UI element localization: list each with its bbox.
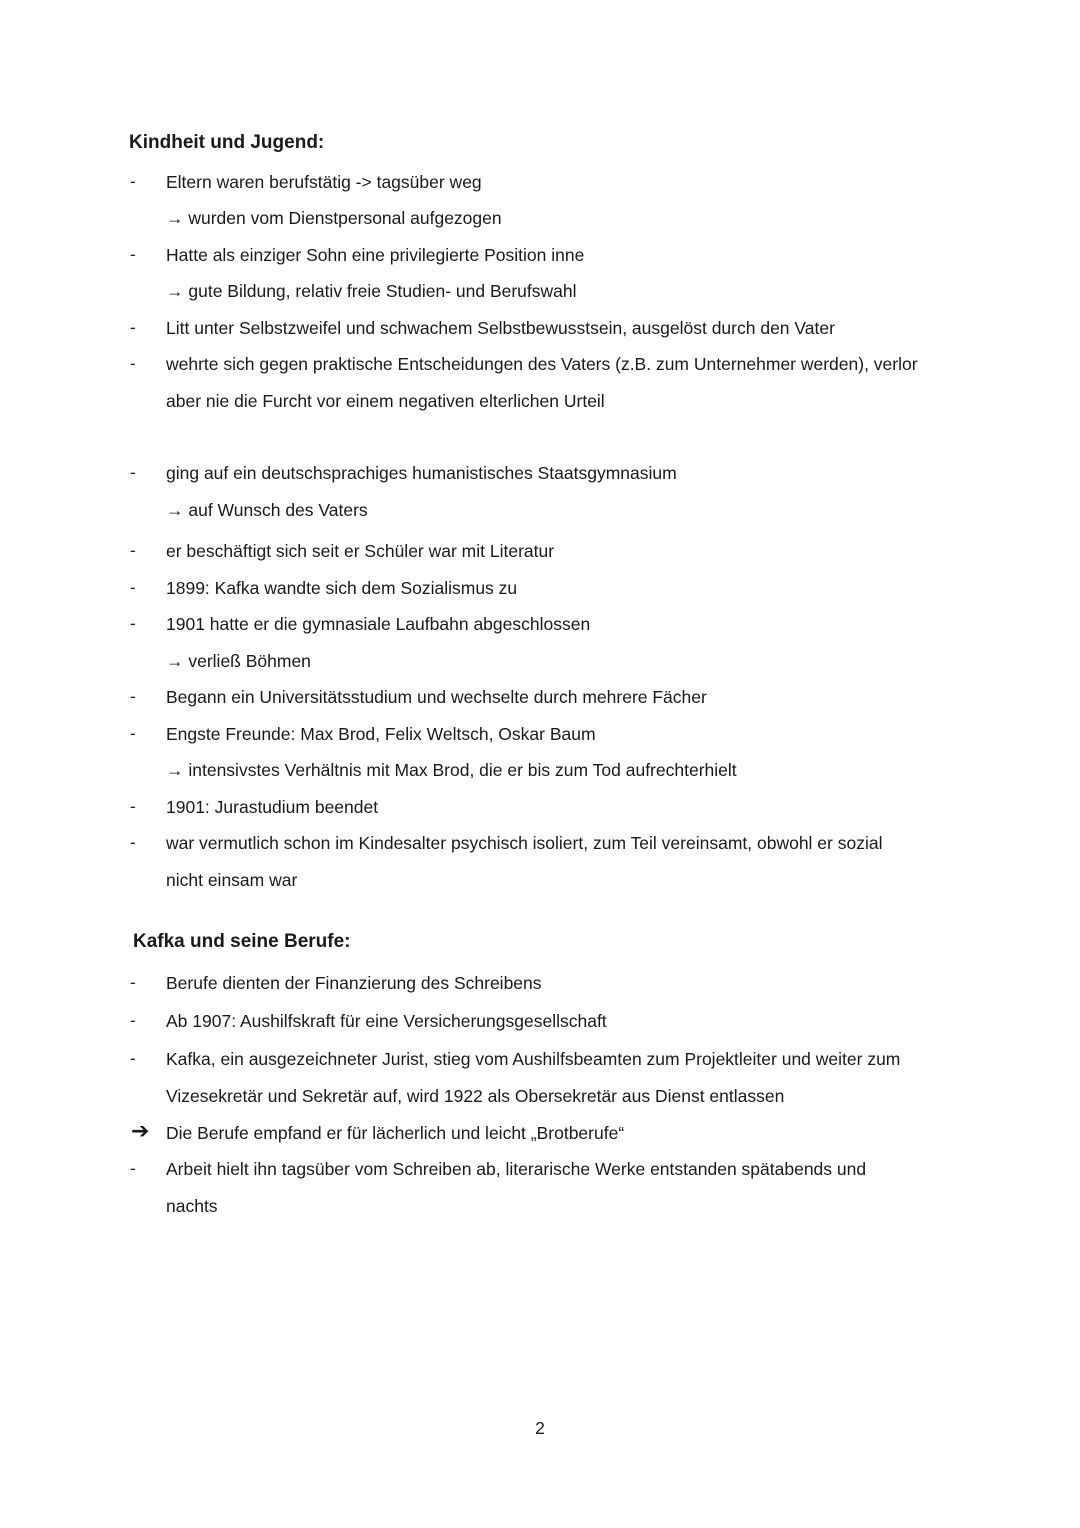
list-item-text: Die Berufe empfand er für lächerlich und leicht „Brotberufe“ bbox=[166, 1123, 625, 1143]
list-item-text: Kafka, ein ausgezeichneter Jurist, stieg vom Aushilfsbeamten zum Projektleiter und weiter zum bbox=[166, 1049, 901, 1069]
list-bullet: - bbox=[130, 687, 136, 706]
list-item-text: Arbeit hielt ihn tagsüber vom Schreiben ab, literarische Werke entstanden spätabends und bbox=[166, 1159, 867, 1179]
list-bullet: - bbox=[130, 578, 136, 597]
page-number: 2 bbox=[535, 1418, 545, 1438]
list-item-text: Engste Freunde: Max Brod, Felix Weltsch, Oskar Baum bbox=[166, 724, 596, 744]
list-item-text: → verließ Böhmen bbox=[166, 651, 311, 671]
list-item-text: er beschäftigt sich seit er Schüler war mit Literatur bbox=[166, 541, 555, 561]
list-item-text: 1901: Jurastudium beendet bbox=[166, 797, 379, 817]
arrow-bullet-icon: ➔ bbox=[131, 1118, 150, 1143]
list-item-text: → gute Bildung, relativ freie Studien- und Berufswahl bbox=[166, 281, 577, 301]
list-item-text: wehrte sich gegen praktische Entscheidungen des Vaters (z.B. zum Unternehmer werden), verlor bbox=[166, 354, 918, 374]
section-heading-berufe: Kafka und seine Berufe: bbox=[133, 931, 351, 952]
list-item-text: Berufe dienten der Finanzierung des Schreibens bbox=[166, 973, 542, 993]
list-item-text: war vermutlich schon im Kindesalter psychisch isoliert, zum Teil vereinsamt, obwohl er sozial bbox=[166, 833, 883, 853]
list-bullet: - bbox=[130, 1011, 136, 1030]
list-item-text: Ab 1907: Aushilfskraft für eine Versicherungsgesellschaft bbox=[166, 1011, 607, 1031]
list-item-text: 1901 hatte er die gymnasiale Laufbahn abgeschlossen bbox=[166, 614, 591, 634]
list-item-text: Eltern waren berufstätig -> tagsüber weg bbox=[166, 172, 482, 192]
list-item-text: → intensivstes Verhältnis mit Max Brod, die er bis zum Tod aufrechterhielt bbox=[166, 760, 737, 780]
list-item-text: 1899: Kafka wandte sich dem Sozialismus zu bbox=[166, 578, 518, 598]
list-item-text: nachts bbox=[166, 1196, 218, 1216]
list-bullet: - bbox=[130, 172, 136, 191]
list-item-text: nicht einsam war bbox=[166, 870, 298, 890]
list-item-text: → auf Wunsch des Vaters bbox=[166, 500, 368, 520]
list-item-text: Begann ein Universitätsstudium und wechselte durch mehrere Fächer bbox=[166, 687, 707, 707]
list-item-text: Hatte als einziger Sohn eine privilegierte Position inne bbox=[166, 245, 585, 265]
list-bullet: - bbox=[130, 973, 136, 992]
list-bullet: - bbox=[130, 797, 136, 816]
list-bullet: - bbox=[130, 614, 136, 633]
list-bullet: - bbox=[130, 354, 136, 373]
list-item-text: Vizesekretär und Sekretär auf, wird 1922 als Obersekretär aus Dienst entlassen bbox=[166, 1086, 785, 1106]
list-item-text: Litt unter Selbstzweifel und schwachem Selbstbewusstsein, ausgelöst durch den Vater bbox=[166, 318, 835, 338]
list-bullet: - bbox=[130, 541, 136, 560]
list-bullet: - bbox=[130, 724, 136, 743]
list-bullet: - bbox=[130, 833, 136, 852]
list-bullet: - bbox=[130, 463, 136, 482]
list-bullet: - bbox=[130, 1159, 136, 1178]
list-bullet: - bbox=[130, 245, 136, 264]
list-item-text: ging auf ein deutschsprachiges humanistisches Staatsgymnasium bbox=[166, 463, 677, 483]
section-heading-kindheit: Kindheit und Jugend: bbox=[129, 132, 325, 153]
list-bullet: - bbox=[130, 318, 136, 337]
list-item-text: aber nie die Furcht vor einem negativen elterlichen Urteil bbox=[166, 391, 605, 411]
list-bullet: - bbox=[130, 1049, 136, 1068]
list-item-text: → wurden vom Dienstpersonal aufgezogen bbox=[166, 208, 502, 228]
